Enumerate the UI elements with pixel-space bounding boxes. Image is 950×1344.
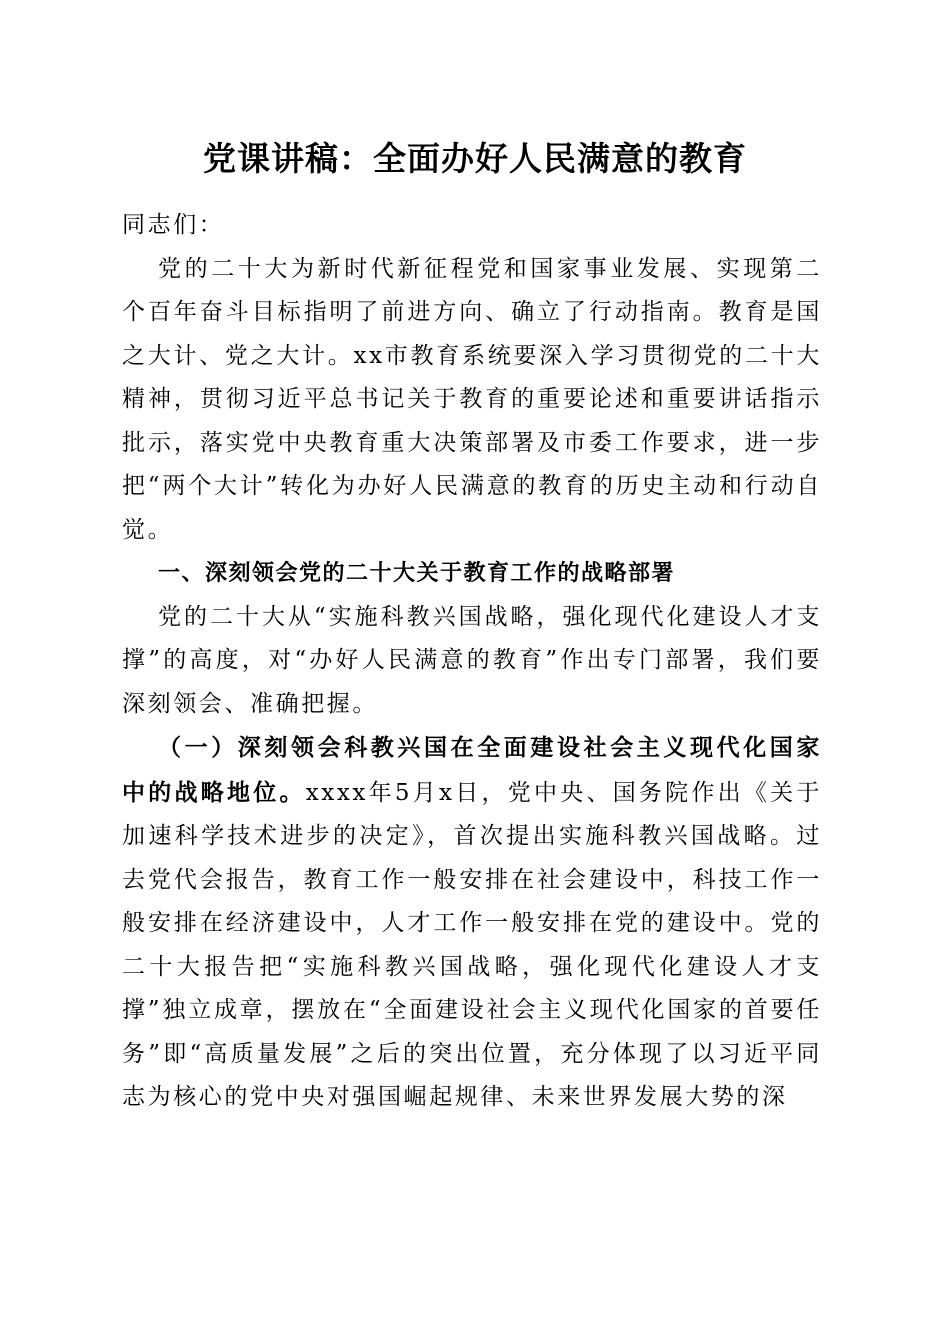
document-body	[122, 204, 822, 1120]
document-title: 党课讲稿：全面办好人民满意的教育	[203, 139, 747, 178]
salutation: 同志们：	[122, 212, 225, 238]
subsection-1-text: xxxx年5月x日，党中央、国务院作出《关于加速科学技术进步的决定》，首次提出实施科教兴国战略。过去党代会报告，教育工作一般安排在社会建设中，科技工作一般安排在经济建设中，人才工作一般安排在党的建设中。党的二十大报告把“实施科教兴国战略，强化现代化建设人才支撑”独立成章，摆放在“全面建设社会主义现代化国家的首要任务”即“高质量发展”之后的突出位置，充分体现了以习近平同志为核心的党中央对强国崛起规律、未来世界发展大势的深	[122, 779, 822, 1110]
intro-paragraph: 党的二十大为新时代新征程党和国家事业发展、实现第二个百年奋斗目标指明了前进方向、确立了行动指南。教育是国之大计、党之大计。xx市教育系统要深入学习贯彻党的二十大精神，贯彻习近平总书记关于教育的重要论述和重要讲话指示批示，落实党中央教育重大决策部署及市委工作要求，进一步把“两个大计”转化为办好人民满意的教育的历史主动和行动自觉。	[122, 255, 822, 543]
section-1-paragraph: 党的二十大从“实施科教兴国战略，强化现代化建设人才支撑”的高度，对“办好人民满意的教育”作出专门部署，我们要深刻领会、准确把握。	[122, 603, 822, 717]
section-heading-1: 一、深刻领会党的二十大关于教育工作的战略部署	[158, 561, 676, 586]
subsection-1-paragraph	[122, 726, 822, 1120]
subsection-heading-1: （一）深刻领会科教兴国在全面建设社会主义现代化国家中的战略地位。	[122, 734, 822, 806]
